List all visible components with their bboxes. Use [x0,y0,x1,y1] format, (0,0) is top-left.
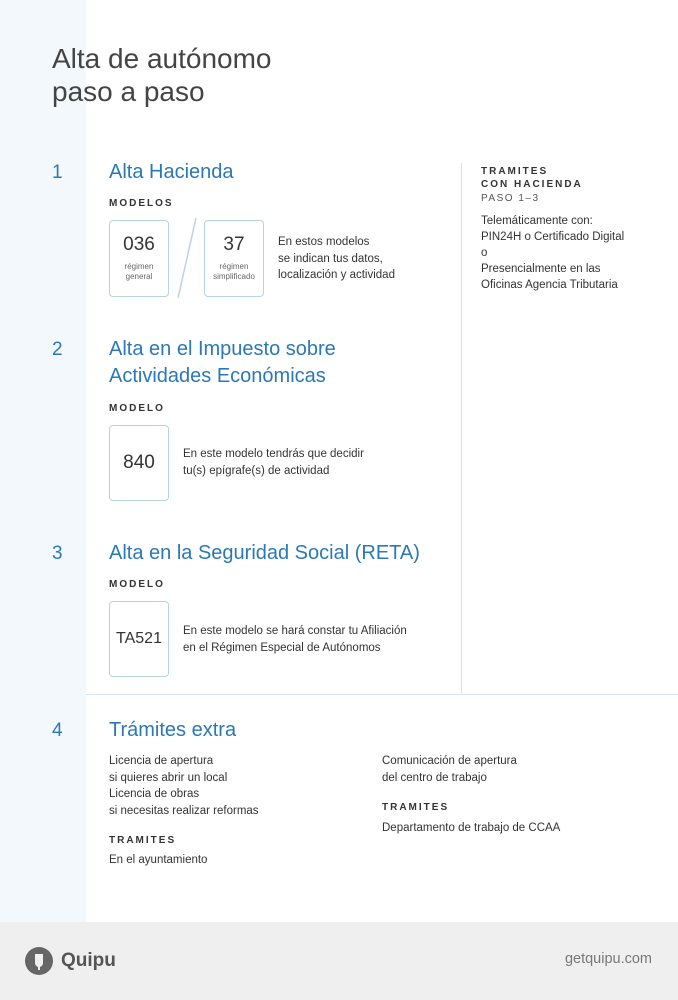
step-4-left-line: Licencia de obras [109,788,200,800]
brand-name: Quipu [61,950,116,971]
step-2-number: 2 [52,339,63,360]
brand[interactable] [24,946,116,976]
section-divider [86,694,678,695]
step-4-left-line: Licencia de apertura [109,755,214,767]
step-2-model-label: MODELO [109,403,165,414]
model-37-card [204,220,264,297]
model-036-card [109,220,169,297]
slash-divider [174,216,200,300]
step-3-desc-line: En este modelo se hará constar tu Afiliación [183,625,407,637]
model-036-sub1: régimen [124,262,154,271]
side-band [0,0,86,922]
sidebar-sub: PASO 1–3 [481,193,540,204]
step-1-number: 1 [52,162,63,183]
model-37-sub1: régimen [219,262,249,271]
model-37-code: 37 [223,234,245,255]
sidebar-line: PIN24H o Certificado Digital [481,231,625,243]
step-4-right-text [382,753,517,786]
step-3-title: Alta en la Seguridad Social (RETA) [109,542,420,564]
model-840-card [109,425,169,501]
model-036-code: 036 [123,234,155,255]
site-link[interactable]: getquipu.com [564,951,652,967]
step-4-left-text [109,753,259,819]
model-ta521-code: TA521 [116,630,162,647]
step-4-right-tramites-value: Departamento de trabajo de CCAA [382,822,561,834]
sidebar-label-line1: TRAMITES [481,166,549,177]
step-4-left-tramites-value: En el ayuntamiento [109,854,208,866]
step-2-title [109,336,336,390]
step-2-desc-line: En este modelo tendrás que decidir [183,448,364,460]
step-1-models-label: MODELOS [109,198,174,209]
step-4-left-line: si quieres abrir un local [109,771,228,784]
step-3-number: 3 [52,543,63,564]
model-ta521-card [109,601,169,677]
step-4-left-tramites-label: TRAMITES [109,835,177,846]
step-4-right-tramites-label: TRAMITES [382,802,450,813]
step-2-description [183,446,364,479]
step-3-description [183,623,407,656]
sidebar-label [481,165,583,191]
step-1-desc-line: se indican tus datos, [278,252,383,265]
quipu-logo-icon [24,946,54,976]
sidebar-line: Presencialmente en las [481,263,601,275]
model-036-sub2: general [125,272,153,281]
step-1-title: Alta Hacienda [109,161,234,183]
footer [0,922,678,1000]
step-2-desc-line: tu(s) epígrafe(s) de actividad [183,464,330,477]
step-4-title: Trámites extra [109,719,237,741]
model-37-sub2: simplificado [213,272,255,281]
step-4-number: 4 [52,720,63,741]
sidebar-line: o [481,247,488,259]
sidebar-divider [461,163,462,694]
step-1-desc-line: En estos modelos [278,236,370,248]
page-title-line2: paso a paso [52,76,205,107]
sidebar-line: Telemáticamente con: [481,215,593,227]
page-title-line1: Alta de autónomo [52,43,272,74]
sidebar-line: Oficinas Agencia Tributaria [481,279,618,291]
sidebar-text [481,213,624,293]
step-4-right-line: del centro de trabajo [382,771,487,784]
sidebar-label-line2: CON HACIENDA [481,179,583,190]
step-4-left-line: si necesitas realizar reformas [109,804,259,817]
step-1-desc-line: localización y actividad [278,269,395,281]
step-3-model-label: MODELO [109,579,165,590]
model-840-code: 840 [123,452,155,473]
page-title [52,42,272,108]
step-4-right-line: Comunicación de apertura [382,755,517,767]
step-3-desc-line: en el Régimen Especial de Autónomos [183,641,381,654]
step-2-title-line1: Alta en el Impuesto sobre [109,338,336,360]
step-2-title-line2: Actividades Económicas [109,365,326,387]
step-1-description [278,234,395,284]
